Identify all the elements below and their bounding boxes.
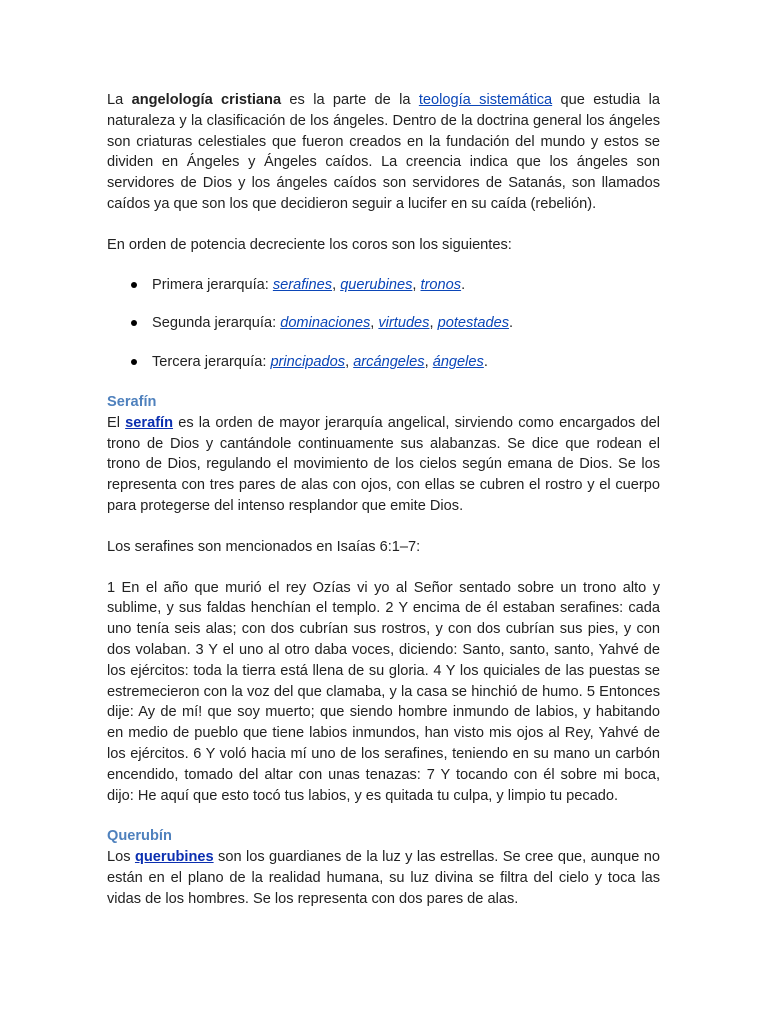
list-item: Primera jerarquía: serafines, querubines, tronos. [152,275,660,296]
jerarquia-label: Primera jerarquía: [152,276,273,293]
querubin-paragraph [107,847,660,909]
querubines-link[interactable]: querubines [340,276,413,293]
teologia-sistematica-link[interactable]: teología sistemática [418,92,553,108]
serafin-text-start: El [107,414,126,431]
intro-text-mid: es la parte de la [281,92,419,108]
angeles-link[interactable]: ángeles [432,354,484,371]
serafin-link[interactable]: serafín [125,414,174,431]
isaias-mention: Los serafines son mencionados en Isaías 6:1–7: [107,538,421,555]
serafin-heading: Serafín [107,393,157,410]
list-item: Tercera jerarquía: principados, arcángeles, ángeles. [152,352,660,373]
principados-link[interactable]: principados [270,354,346,371]
intro-text-end: que estudia la naturaleza y la clasificación de los ángeles. Dentro de la doctrina general los ángeles son criaturas celestiales que fueron creados en la fundación del mundo y estos se dividen en Ángeles y Ángeles caídos. La creencia indica que los ángeles son servidores de Dios y los ángeles caídos son servidores de Satanás, son llamados caídos ya que son los que decidieron seguir a lucifer en su caída (rebelión). [107,92,660,212]
dominaciones-link[interactable]: dominaciones [280,315,371,332]
serafin-paragraph [107,413,660,517]
arcangeles-link[interactable]: arcángeles [353,354,425,371]
intro-text-start: La [107,92,132,108]
angelologia-term: angelología cristiana [131,92,282,108]
tronos-link[interactable]: tronos [420,276,462,293]
potestades-link[interactable]: potestades [437,315,509,332]
coros-intro: En orden de potencia decreciente los coros son los siguientes: [107,236,512,253]
jerarquia-label: Segunda jerarquía: [152,315,281,332]
serafines-link[interactable]: serafines [272,276,333,293]
isaias-quote: 1 En el año que murió el rey Ozías vi yo al Señor sentado sobre un trono alto y sublime, y sus faldas henchían el templo. 2 Y encima de él estaban serafines: cada uno tenía seis alas; con dos cubrían sus rostros, y con dos cubrían sus pies, y con dos volaban. 3 Y el uno al otro daba voces, diciendo: Santo, santo, santo, Yahvé de los ejércitos: toda la tierra está llena de su gloria. 4 Y los quiciales de las puestas se estremecieron con la voz del que clamaba, y la casa se hinchió de humo. 5 Entonces dije: Ay de mí! que soy muerto; que siendo hombre inmundo de labios, y habitando en medio de pueblo que tiene labios inmundos, han visto mis ojos al Rey, Yahvé de los ejércitos. 6 Y voló hacia mí uno de los serafines, teniendo en su mano un carbón encendido, tomado del altar con unas tenazas: 7 Y tocando con él sobre mi boca, dijo: He aquí que esto tocó tus labios, y es quitada tu culpa, y limpio tu pecado. [107,579,660,804]
querubin-text-end: son los guardianes de la luz y las estrellas. Se cree que, aunque no están en el plano de la realidad humana, su luz divina se filtra del cielo y toca las vidas de los hombres. Se los representa con dos pares de alas. [107,849,660,907]
list-item: Segunda jerarquía: dominaciones, virtudes, potestades. [152,313,660,334]
querubin-heading: Querubín [107,828,172,845]
serafin-text-end: es la orden de mayor jerarquía angelical, sirviendo como encargados del trono de Dios y cantándole continuamente sus alabanzas. Se dice que rodean el trono de Dios, regulando el movimiento de los cielos según emana de Dios. Se los representa con tres pares de alas con ojos, con ellas se cubren el rostro y el cuerpo para protegerse del intenso resplandor que emite Dios. [107,414,661,514]
querubin-text-start: Los [107,849,135,866]
intro-paragraph [107,90,660,215]
jerarquia-label: Tercera jerarquía: [152,354,271,371]
jerarquia-list [107,275,660,373]
virtudes-link[interactable]: virtudes [378,315,430,332]
querubines-bold-link[interactable]: querubines [134,849,214,866]
